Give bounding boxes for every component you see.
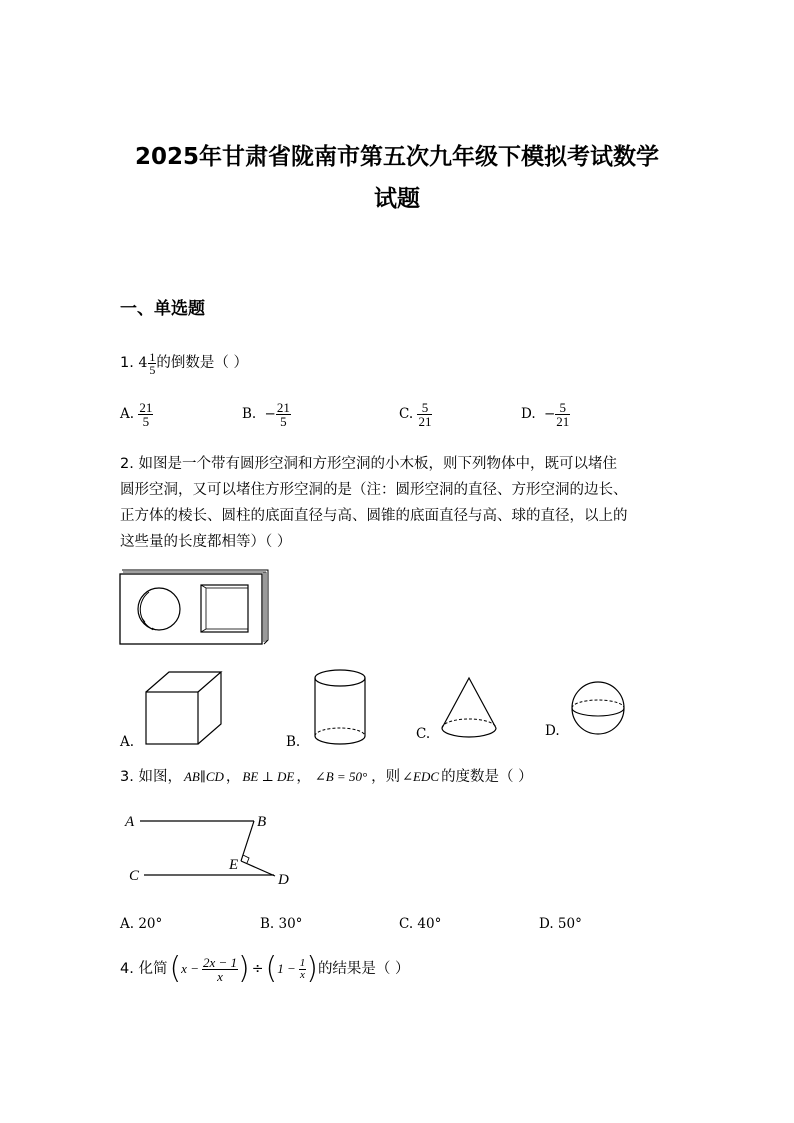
fraction: $\frac{21}{5}$ [139,400,153,429]
document-title-line2: 试题 [374,186,420,212]
q2-option-b-label: B. [286,734,301,750]
cube-figure [144,670,224,746]
point-a-label: A [125,814,135,830]
cone-figure [440,676,498,740]
mixed-number-fraction: $\frac{1}{5}$ [149,349,156,377]
segment-ed [241,861,275,876]
question-2-stem [120,451,690,555]
section-heading: 一、单选题 [120,299,205,319]
square-hole [201,585,248,632]
fraction: $\frac{2x - 1}{x}$ [202,954,238,984]
question-1-text: 的倒数是（ ） [156,355,248,371]
q2-option-d-label: D. [545,723,560,739]
condition-angle: ∠B = 50° [314,769,368,784]
q3-option-a: A. 20° [120,916,163,932]
fraction: $\frac{5}{21}$ [556,400,570,429]
cylinder-figure [312,668,368,748]
target-angle: ∠EDC [402,769,440,784]
question-4-stem: 4. 化简 ( x − $\frac{2x - 1}{x}$ ) ÷ ( 1 − $\frac{1}{x}$ ) 的结果是（ ） [120,951,410,986]
q2-line: 2. 如图是一个带有圆形空洞和方形空洞的小木板，则下列物体中，既可以堵住 [120,456,617,472]
q1-option-b: B. − $\frac{21}{5}$ [242,400,290,429]
point-d-label: D [278,872,289,888]
condition-perpendicular: BE ⊥ DE [242,769,295,784]
fraction: $\frac{21}{5}$ [276,400,290,429]
board-with-holes-figure [118,568,272,648]
q1-option-c: C. $\frac{5}{21}$ [399,400,432,429]
point-c-label: C [129,868,140,884]
point-b-label: B [257,814,267,830]
q1-option-a: A. $\frac{21}{5}$ [120,400,153,429]
q1-option-d: D. − $\frac{5}{21}$ [521,400,570,429]
q2-option-a-label: A. [120,734,135,750]
condition-parallel: AB∥CD [183,769,224,784]
q3-option-d: D. 50° [539,916,582,932]
q3-option-b: B. 30° [260,916,303,932]
question-number: 1. [120,355,134,371]
question-3-stem: 3. 如图， AB∥CD ， BE ⊥ DE ， ∠B = 50° ，则 ∠EDC 的度数是（ ） [120,769,533,785]
q3-option-c: C. 40° [399,916,442,932]
parallel-lines-figure [122,808,302,888]
document-title-line1: 2025年甘肃省陇南市第五次九年级下模拟考试数学 [134,144,659,170]
fraction: $\frac{1}{x}$ [299,956,306,981]
segment-be [241,821,254,861]
q2-option-c-label: C. [416,726,431,742]
fraction: $\frac{5}{21}$ [418,400,432,429]
mixed-number-whole: 4 [138,355,148,371]
sphere-figure [570,680,626,736]
q2-line: 这些量的长度都相等）（ ） [120,534,292,550]
q2-line: 正方体的棱长、圆柱的底面直径与高、圆锥的底面直径与高、球的直径，以上的 [120,508,628,524]
question-1-stem [120,350,248,376]
q2-line: 圆形空洞，又可以堵住方形空洞的是（注：圆形空洞的直径、方形空洞的边长、 [120,482,628,498]
point-e-label: E [229,857,239,873]
